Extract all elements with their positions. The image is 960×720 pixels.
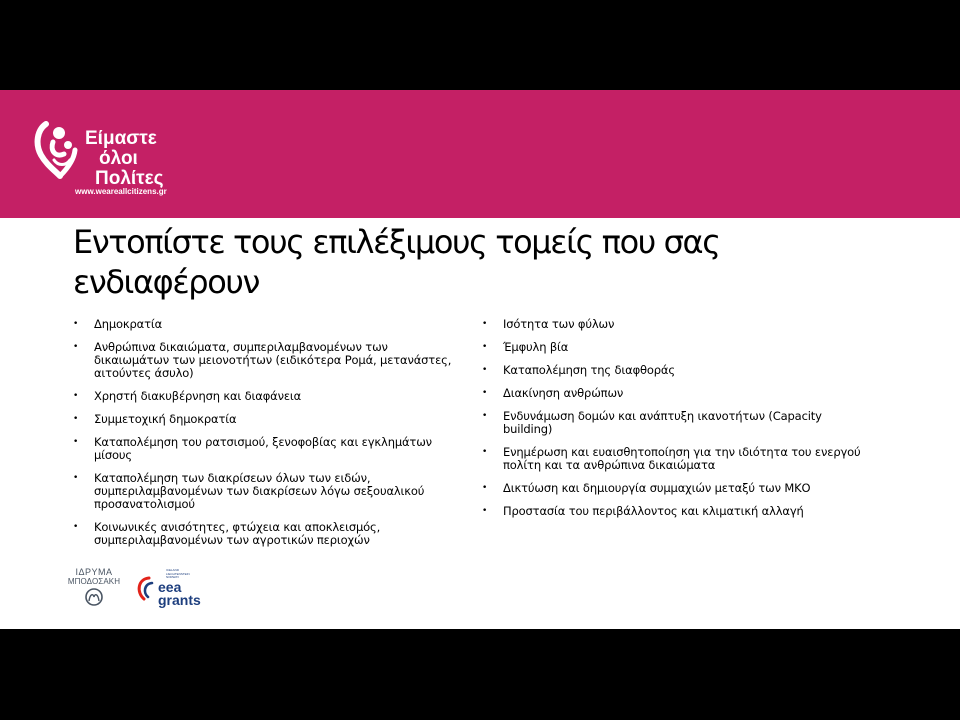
list-item-text: Καταπολέμηση των διακρίσεων όλων των ειδών, συμπεριλαμβανομένων των διακρίσεων λόγω σεξουαλικού προσανατολισμού (94, 471, 425, 511)
bullet-icon: • (482, 388, 488, 398)
bullet-icon: • (73, 342, 79, 352)
eea-wordmark (158, 581, 201, 607)
list-item-text: Δικτύωση και δημιουργία συμμαχιών μεταξύ των ΜΚΟ (503, 481, 811, 495)
foundation-emblem-icon (83, 588, 105, 606)
eea-country-1: ICELAND (166, 568, 180, 572)
foundation-name-line-2: ΜΠΟΔΟΣΑΚΗ (67, 577, 121, 586)
list-item (482, 364, 866, 377)
list-item (73, 521, 453, 547)
logo-wordmark (85, 129, 164, 189)
eea-grants-logo (135, 568, 225, 612)
citizens-figure-icon (34, 120, 84, 190)
list-item-text: Χρηστή διακυβέρνηση και διαφάνεια (94, 389, 302, 403)
foundation-name-line-1: ΙΔΡΥΜΑ (75, 567, 113, 577)
list-item-text: Ισότητα των φύλων (503, 317, 615, 331)
logo-line-2: όλοι (99, 148, 138, 169)
bullet-icon: • (482, 483, 488, 493)
slide-title: Εντοπίστε τους επιλέξιμους τομείς που σας ενδιαφέρουν (73, 223, 720, 301)
bullet-icon: • (73, 319, 79, 329)
list-item (482, 410, 866, 436)
list-item-text: Ενδυνάμωση δομών και ανάπτυξη ικανοτήτων (Capacity building) (503, 409, 822, 436)
list-item (482, 318, 866, 331)
bullet-icon: • (482, 365, 488, 375)
list-item (73, 318, 453, 331)
right-bullet-list (482, 318, 866, 528)
bullet-icon: • (482, 506, 488, 516)
header-banner (0, 90, 960, 218)
eea-line-1: eea (158, 579, 182, 595)
list-item (482, 341, 866, 354)
list-item (73, 413, 453, 426)
eea-country-2: LIECHTENSTEIN (166, 571, 190, 576)
bullet-icon: • (73, 522, 79, 532)
citizens-logo (34, 120, 234, 200)
list-item (482, 387, 866, 400)
bullet-icon: • (482, 411, 488, 421)
logo-url: www.weareallcitizens.gr (75, 187, 167, 196)
list-item (482, 446, 866, 472)
left-bullet-list (73, 318, 453, 557)
list-item-text: Ανθρώπινα δικαιώματα, συμπεριλαμβανομένων των δικαιωμάτων των μειονοτήτων (ειδικότερα Ρομά, μετανάστες, αιτούντες άσυλο) (94, 340, 452, 380)
list-item-text: Καταπολέμηση της διαφθοράς (503, 363, 675, 377)
list-item-text: Καταπολέμηση του ρατσισμού, ξενοφοβίας και εγκλημάτων μίσους (94, 435, 432, 462)
slide (0, 90, 960, 629)
bullet-icon: • (73, 437, 79, 447)
list-item (73, 341, 453, 380)
list-item (73, 472, 453, 511)
bullet-icon: • (73, 473, 79, 483)
bullet-icon: • (73, 391, 79, 401)
bullet-icon: • (482, 447, 488, 457)
list-item (73, 390, 453, 403)
list-item-text: Κοινωνικές ανισότητες, φτώχεια και αποκλεισμός, συμπεριλαμβανομένων των αγροτικών περιοχών (94, 520, 381, 547)
list-item-text: Προστασία του περιβάλλοντος και κλιματική αλλαγή (503, 504, 804, 518)
eea-swirl-icon (135, 572, 159, 608)
bullet-icon: • (482, 342, 488, 352)
logo-line-3: Πολίτες (95, 168, 164, 189)
list-item-text: Συμμετοχική δημοκρατία (94, 412, 237, 426)
list-item (482, 505, 866, 518)
list-item (73, 436, 453, 462)
bullet-icon: • (482, 319, 488, 329)
list-item-text: Έμφυλη βία (503, 340, 569, 354)
list-item (482, 482, 866, 495)
list-item-text: Διακίνηση ανθρώπων (503, 386, 624, 400)
eea-country-3: NORWAY (166, 575, 180, 579)
bodossaki-foundation-logo (63, 568, 125, 606)
eea-line-2: grants (158, 592, 201, 608)
list-item-text: Δημοκρατία (94, 317, 163, 331)
list-item-text: Ενημέρωση και ευαισθητοποίηση για την ιδιότητα του ενεργού πολίτη και τα ανθρώπινα δικαιώματα (503, 445, 861, 472)
logo-line-1: Είμαστε (85, 128, 157, 149)
bullet-icon: • (73, 414, 79, 424)
eea-countries (166, 569, 190, 580)
